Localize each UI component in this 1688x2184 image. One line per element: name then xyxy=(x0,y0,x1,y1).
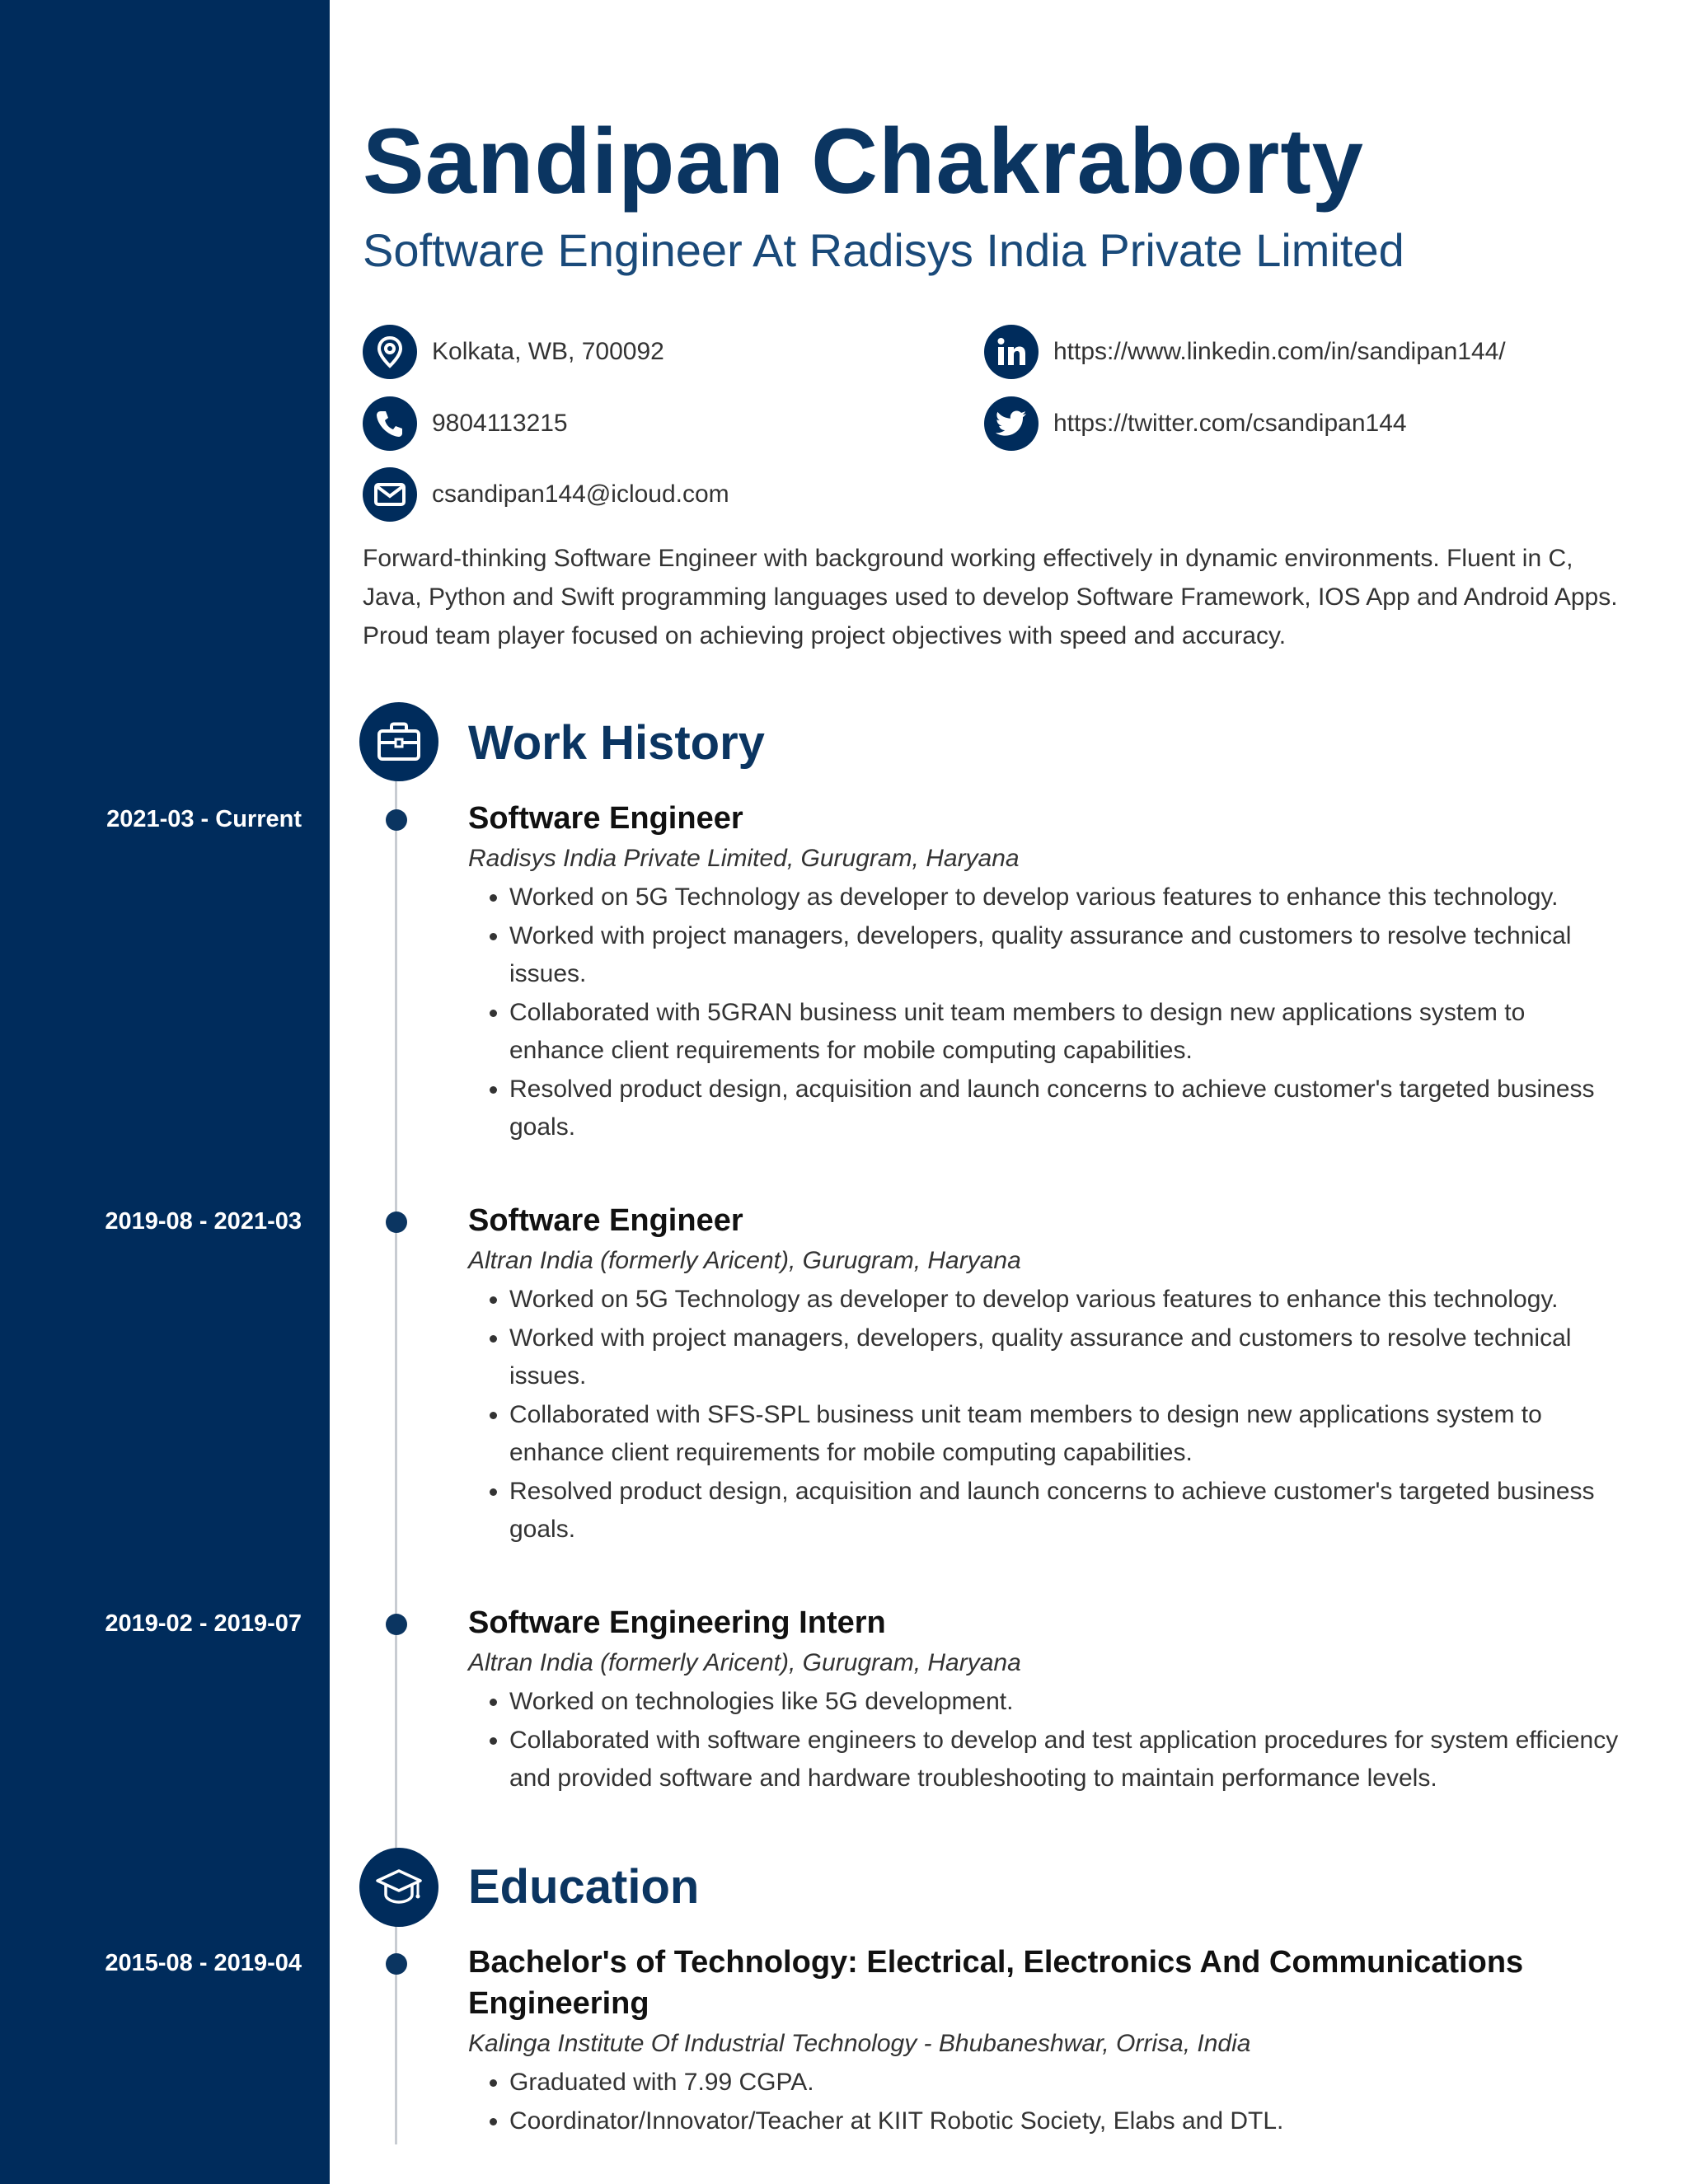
list-item: • Worked on technologies like 5G development. xyxy=(509,1683,1622,1722)
list-item: • Worked on 5G Technology as developer to develop various features to enhance this technology. xyxy=(509,1281,1622,1319)
work-2-org: Altran India (formerly Aricent), Gurugram, Haryana xyxy=(468,1247,1021,1274)
work-2-bullets xyxy=(468,1281,1622,1549)
work-1-bullets xyxy=(468,879,1622,1147)
sidebar xyxy=(0,0,330,2184)
work-1-dates: 2021-03 - Current xyxy=(106,806,302,832)
candidate-title: Software Engineer At Radisys India Private Limited xyxy=(363,224,1404,276)
location-text: Kolkata, WB, 700092 xyxy=(432,338,664,365)
list-item: • Worked on 5G Technology as developer to develop various features to enhance this technology. xyxy=(509,879,1622,917)
briefcase-icon xyxy=(359,702,438,781)
education-1-bullets xyxy=(468,2064,1622,2140)
work-entry-3 xyxy=(468,1602,1622,1798)
linkedin-link[interactable]: https://www.linkedin.com/in/sandipan144/ xyxy=(1053,338,1506,365)
phone-text: 9804113215 xyxy=(432,410,568,437)
list-item: • Coordinator/Innovator/Teacher at KIIT Robotic Society, Elabs and DTL. xyxy=(509,2102,1622,2141)
phone-icon xyxy=(363,396,417,451)
list-item: • Worked with project managers, developers, quality assurance and customers to resolve technical issues. xyxy=(509,1319,1622,1396)
list-item: • Worked with project managers, developers, quality assurance and customers to resolve technical issues. xyxy=(509,917,1622,994)
list-item: • Collaborated with 5GRAN business unit team members to design new applications system to enhance client requirements for mobile computing capabilities. xyxy=(509,994,1622,1071)
twitter-bird-icon xyxy=(984,396,1039,451)
work-2-title: Software Engineer xyxy=(468,1203,743,1238)
education-1-dates: 2015-08 - 2019-04 xyxy=(105,1950,302,1976)
list-item: • Resolved product design, acquisition and launch concerns to achieve customer's targeted business goals. xyxy=(509,1473,1622,1549)
education-1-title: Bachelor's of Technology: Electrical, Electronics And Communications Engineering xyxy=(468,1945,1524,2021)
work-history-heading: Work History xyxy=(468,716,765,770)
linkedin-icon xyxy=(984,325,1039,379)
email-link[interactable]: csandipan144@icloud.com xyxy=(432,480,729,508)
twitter-link[interactable]: https://twitter.com/csandipan144 xyxy=(1053,410,1407,437)
work-3-bullets xyxy=(468,1683,1622,1798)
contact-twitter xyxy=(984,396,1407,451)
timeline-dot xyxy=(386,1953,407,1975)
list-item: • Collaborated with SFS-SPL business unit team members to design new applications system to enhance client requirements for mobile computing capabilities. xyxy=(509,1396,1622,1473)
professional-summary: Forward-thinking Software Engineer with background working effectively in dynamic environments. Fluent in C, Java, Python and Swift programming languages used to develop Software Framework, IOS App and Android Apps. Proud team player focused on achieving project objectives with speed and accuracy. xyxy=(363,545,1618,649)
list-item: • Graduated with 7.99 CGPA. xyxy=(509,2064,1622,2102)
timeline-dot xyxy=(386,809,407,831)
work-1-org: Radisys India Private Limited, Gurugram, Haryana xyxy=(468,845,1020,872)
contact-linkedin xyxy=(984,325,1506,379)
work-3-dates: 2019-02 - 2019-07 xyxy=(105,1610,302,1637)
contact-email xyxy=(363,467,729,522)
timeline-dot xyxy=(386,1614,407,1635)
list-item: • Resolved product design, acquisition and launch concerns to achieve customer's targeted business goals. xyxy=(509,1071,1622,1147)
timeline-line xyxy=(395,781,397,2144)
work-entry-1 xyxy=(468,798,1622,1147)
contact-phone xyxy=(363,396,568,451)
education-heading: Education xyxy=(468,1860,700,1914)
candidate-name: Sandipan Chakraborty xyxy=(363,110,1364,213)
envelope-icon xyxy=(363,467,417,522)
work-1-title: Software Engineer xyxy=(468,801,743,836)
work-3-org: Altran India (formerly Aricent), Gurugram, Haryana xyxy=(468,1649,1021,1676)
timeline-dot xyxy=(386,1212,407,1233)
work-entry-2 xyxy=(468,1200,1622,1549)
education-1-org: Kalinga Institute Of Industrial Technology - Bhubaneshwar, Orrisa, India xyxy=(468,2030,1251,2057)
location-pin-icon xyxy=(363,325,417,379)
list-item: • Collaborated with software engineers to develop and test application procedures for system efficiency and provided software and hardware troubleshooting to maintain performance levels. xyxy=(509,1722,1622,1798)
work-3-title: Software Engineering Intern xyxy=(468,1605,886,1640)
education-entry-1 xyxy=(468,1942,1622,2140)
graduation-cap-icon xyxy=(359,1848,438,1927)
contact-location xyxy=(363,325,664,379)
work-2-dates: 2019-08 - 2021-03 xyxy=(105,1208,302,1235)
